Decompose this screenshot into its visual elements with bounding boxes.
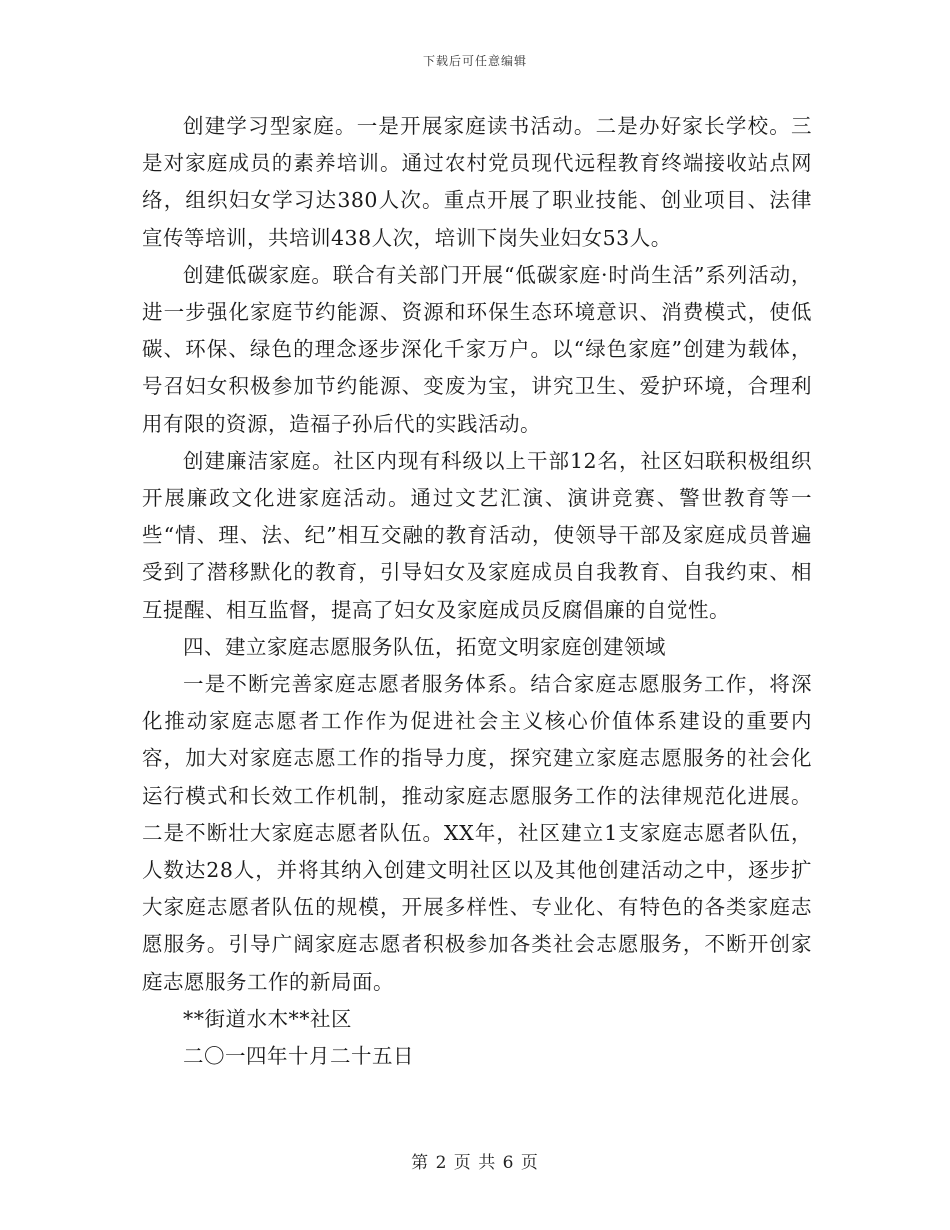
paragraph-learning-family: 创建学习型家庭。一是开展家庭读书活动。二是办好家长学校。三是对家庭成员的素养培训。通过农村党员现代远程教育终端接收站点网络，组织妇女学习达380人次。重点开展了职业技能、创业项目、法律宣传等培训，共培训438人次，培训下岗失业妇女53人。 — [142, 114, 812, 250]
paragraph-low-carbon-family: 创建低碳家庭。联合有关部门开展“低碳家庭·时尚生活”系列活动，进一步强化家庭节约能源、资源和环保生态环境意识、消费模式，使低碳、环保、绿色的理念逐步深化千家万户。以“绿色家庭”创建为载体，号召妇女积极参加节约能源、变废为宝，讲究卫生、爱护环境，合理利用有限的资源，造福子孙后代的实践活动。 — [142, 262, 812, 436]
paragraph-clean-family: 创建廉洁家庭。社区内现有科级以上干部12名，社区妇联积极组织开展廉政文化进家庭活动。通过文艺汇演、演讲竞赛、警世教育等一些“情、理、法、纪”相互交融的教育活动，使领导干部及家庭成员普遍受到了潜移默化的教育，引导妇女及家庭成员自我教育、自我约束、相互提醒、相互监督，提高了妇女及家庭成员反腐倡廉的自觉性。 — [142, 448, 812, 622]
page-header-note: 下载后可任意编辑 — [422, 54, 527, 68]
page-number: 第 2 页 共 6 页 — [411, 1153, 539, 1173]
paragraph-volunteer-service: 一是不断完善家庭志愿者服务体系。结合家庭志愿服务工作，将深化推动家庭志愿者工作作为促进社会主义核心价值体系建设的重要内容，加大对家庭志愿工作的指导力度，探究建立家庭志愿服务的社会化运行模式和长效工作机制，推动家庭志愿服务工作的法律规范化进展。二是不断壮大家庭志愿者队伍。XX年，社区建立1支家庭志愿者队伍，人数达28人，并将其纳入创建文明社区以及其他创建活动之中，逐步扩大家庭志愿者队伍的规模，开展多样性、专业化、有特色的各类家庭志愿服务。引导广阔家庭志愿者积极参加各类社会志愿服务，不断开创家庭志愿服务工作的新局面。 — [142, 672, 812, 994]
signature-organization: **街道水木**社区 — [183, 1006, 352, 1031]
section-heading-volunteer: 四、建立家庭志愿服务队伍，拓宽文明家庭创建领域 — [183, 634, 666, 659]
signature-date: 二〇一四年十月二十五日 — [183, 1044, 414, 1069]
document-body — [142, 108, 812, 1075]
